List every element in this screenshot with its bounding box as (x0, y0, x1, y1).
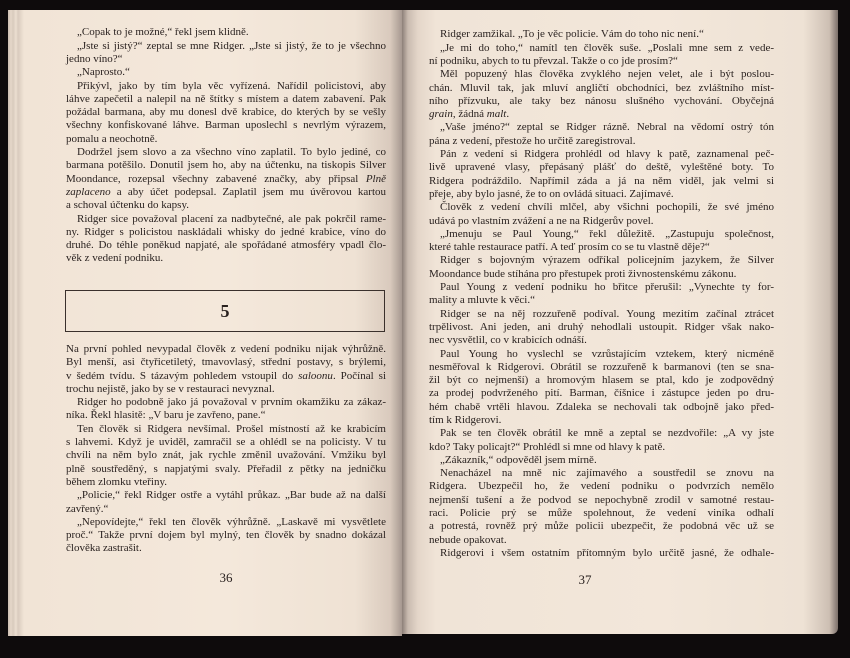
text-line: „Je mi do toho,“ namítl ten člověk suše. „Poslali mne sem z vede- (440, 41, 774, 54)
text-line: Člověk z vedení chvíli mlčel, aby všichni pochopili, že své jméno (440, 201, 774, 214)
text-line: láhve zapečetil a nalepil na ně štítky s místem a datem zabavení. Pak (66, 92, 386, 105)
text-line: barmana potěšilo. Donutil jsem ho, aby na účtenku, na tiskopis Silver (66, 159, 386, 172)
paragraph (66, 80, 386, 146)
text-line: „Jmenuju se Paul Young,“ řekl důležitě. „Zastupuju společnost, (440, 227, 774, 240)
text-segment: v šedém tvídu. S tázavým pohledem vstoupil do (66, 369, 299, 382)
text-line: „Policie,“ řekl Ridger ostře a vytáhl průkaz. „Bar bude až na další (77, 489, 386, 502)
text-line: které tahle restaurace patří. A teď prosím co se tu vlastně děje?“ (429, 241, 710, 254)
text-line: druhé. Do téhle poněkud napjaté, ale spořádané atmosféry vpadl člo- (66, 239, 386, 252)
right-book-page (402, 10, 838, 634)
paragraph (429, 454, 774, 467)
paragraph (429, 148, 774, 201)
text-line: plně soustředěný, s napjatými svaly. Přeřadil z pětky na jedničku (66, 462, 386, 475)
text-line: Ridgera podráždilo. Napřímil záda a já na něm viděl, jak velmi si (429, 174, 774, 187)
text-line: proč.“ Takže první dojem byl mylný, ten člověk by snadno dokázal (66, 529, 386, 542)
text-line: věk z vedení podniku. (66, 252, 164, 265)
text-line: pomalu a neochotně. (66, 132, 158, 145)
text-line (66, 186, 386, 199)
text-line: „Vaše jméno?“ zeptal se Ridger rázně. Nebral na vědomí ostrý tón (440, 121, 774, 134)
text-line (66, 173, 386, 186)
paragraph (66, 396, 386, 423)
text-line: Dodržel jsem slovo a za všechno víno zaplatil. To bylo jediné, co (77, 146, 386, 159)
paragraph (429, 308, 774, 348)
text-line: Ten člověk si Ridgera nevšímal. Prošel místností až ke krabicím (77, 422, 386, 435)
text-line: Ridger zamžikal. „To je věc policie. Vám do toho nic není.“ (440, 28, 704, 41)
text-line: „Naprosto.“ (77, 66, 130, 79)
text-before-chapter (66, 26, 386, 265)
italic-text: grain (429, 108, 453, 121)
text-line: jedno víno?“ (66, 52, 123, 65)
italic-text: saloonu (298, 369, 333, 382)
paragraph (66, 40, 386, 67)
text-line: Ridger se na něj rozzuřeně podíval. Young mezitím začínal ztrácet (440, 307, 774, 320)
paragraph (429, 281, 774, 308)
text-line: přeje, aby bylo jasné, že to on ovládá situaci. Zajímavé. (429, 187, 674, 200)
paragraph (429, 68, 774, 121)
left-book-page (8, 10, 402, 636)
text-line: Pán z vedení si Ridgera prohlédl od hlavy k patě, zaznamenal peč- (440, 148, 774, 161)
text-line: tím k Ridgerovi. (429, 414, 502, 426)
paragraph (429, 121, 774, 148)
paragraph (66, 343, 386, 396)
text-segment: a aby účet podepsal. Zaplatil jsem mu úvěrovou kartou (110, 185, 386, 198)
text-line: Byl menší, asi čtyřicetiletý, tmavovlasý, střední postavy, s brýlemi, (66, 356, 386, 369)
paragraph (429, 201, 774, 228)
chapter-number: 5 (220, 300, 230, 321)
text-line: ní podniku, abych to tu převzal. Takže o co jde prosím?“ (429, 54, 678, 67)
paragraph (429, 348, 774, 428)
text-line: Ridger sice považoval placení za nadbytečné, ale pak pokrčil rame- (77, 212, 386, 225)
page-number-left: 36 (219, 570, 233, 585)
text-line: „Zákazník,“ odpověděl jsem mírně. (440, 453, 597, 466)
text-line: níka. Řekl hlasitě: „V baru je zavřeno, pane.“ (66, 409, 266, 422)
text-line: zavřený.“ (66, 502, 109, 515)
paragraph (66, 213, 386, 266)
paragraph (66, 66, 386, 79)
text-line: nejmenší tušení a že podvod se nepochybně zrodil v samotné restau- (429, 493, 774, 506)
text-line: během zlomku vteřiny. (66, 475, 168, 488)
text-line: raci. Policie prý se může spolehnout, že vedení viníka odhalí (429, 507, 774, 520)
text-line: Na první pohled nevypadal člověk z vedení podniku nijak výhrůžně. (66, 343, 386, 355)
text-line: kdo? Taky policajt?“ Prohlédl si mne od hlavy k patě. (429, 440, 666, 453)
text-line: Paul Young z vedení podniku ho břitce přerušil: „Vynechte ty for- (440, 281, 774, 294)
paragraph (429, 28, 774, 41)
text-line: „Jste si jistý?“ zeptal se mne Ridger. „Jste si jistý, že to je všechno (77, 39, 386, 52)
text-line: a potrestá, rovněž prý může policii ubezpečit, že podobná věc už se (429, 520, 774, 533)
text-line: mality a mluvte k věci.“ (429, 294, 535, 307)
text-line: chvíli na něm bylo znát, jak rychle změnil uvažování. Vmžiku byl (66, 449, 386, 462)
text-line: Měl popuzený hlas člověka zvyklého nejen velet, ale i být poslou- (440, 68, 774, 81)
text-segment: , žádná (452, 108, 487, 121)
paragraph (66, 423, 386, 489)
text-line: nec vysvětlil, co v krabicích odnáší. (429, 334, 587, 347)
italic-text: malt (486, 108, 507, 121)
text-line: nesměřoval k Ridgerovi. Obrátil se rozzuřeně k barmanovi (ten se sna- (429, 360, 774, 373)
text-segment: . (506, 108, 510, 121)
text-after-chapter (66, 343, 386, 556)
text-line: člověka zastrašit. (66, 542, 142, 555)
text-line: livě upravené vlasy, přepásaný plášť do deště, vyleštěné boty. To (429, 161, 774, 174)
text-segment: Moondance, rozepsal všechny zabavené značky, aby připsal (66, 172, 366, 185)
italic-text: Plně (365, 172, 386, 185)
text-line: pána z vedení, přestože ho určitě zaregistroval. (429, 134, 636, 147)
chapter-heading-box (65, 290, 385, 332)
text-line: požádal barmana, aby mu donesl dvě krabice, do kterých by se vešly (66, 106, 386, 119)
right-page-text (429, 28, 774, 560)
paragraph (66, 26, 386, 39)
paragraph (66, 489, 386, 516)
italic-text: zaplaceno (66, 185, 111, 198)
text-line: chán. Mluvil tak, jak mluví angličtí obchodníci, bez zvláštního míst- (429, 81, 774, 94)
text-line: Nenacházel na mně nic zajímavého a soustředil se znovu na (440, 467, 774, 480)
text-line (429, 108, 774, 121)
page-number-right: 37 (578, 572, 592, 587)
text-line: Paul Young ho vyslechl se vzrůstajícím vztekem, který nicméně (440, 347, 774, 360)
text-line: Ridgerovi i všem ostatním přítomným bylo určitě jasné, že odhale- (440, 546, 774, 559)
paragraph (429, 547, 774, 560)
text-line: trochu nejistě, jako by se v restauraci nevyznal. (66, 382, 275, 395)
text-line: Ridger s bojovným výrazem odříkal policejním jazykem, že Silver (440, 254, 774, 267)
text-line: Pak se ten člověk obrátil ke mně a zeptal se nezdvořile: „A vy jste (440, 427, 774, 440)
text-line: všechny konfiskované láhve. Barman uposlechl s nevrlým výrazem, (66, 119, 386, 132)
text-line: s lahvemi. Když je uviděl, zamračil se a ohlédl se na policisty. V tu (66, 436, 386, 449)
text-line (66, 370, 386, 383)
text-line: „Nepovídejte,“ řekl ten člověk výhrůžně. „Laskavě mi vysvětlete (77, 515, 386, 528)
text-line: Přikývl, jako by tím byla věc vyřízená. Nařídil policistovi, aby (77, 79, 386, 92)
paragraph (429, 427, 774, 454)
paragraph (429, 254, 774, 281)
text-line: „Copak to je možné,“ řekl jsem klidně. (77, 26, 249, 39)
text-line: udává po vlastním zvážení a ne na Ridgerův povel. (429, 214, 654, 227)
text-line: ny. Ridger s policistou naskládali whisky do jedné krabice, víno do (66, 225, 386, 238)
paragraph (429, 228, 774, 255)
paragraph (429, 467, 774, 547)
text-line: žil být co nejmenší) a hromovým hlasem se ptal, kdo je zodpovědný (429, 374, 774, 387)
text-line: za prodej podvrženého pití. Barman, číšnice i zástupce jeden po dru- (429, 387, 774, 400)
paragraph (429, 42, 774, 69)
text-line: nebude opakovat. (429, 533, 507, 546)
paragraph (66, 146, 386, 212)
paragraph (66, 516, 386, 556)
text-segment: . Počínal si (332, 369, 386, 382)
text-line: a schoval účtenku do kapsy. (66, 199, 190, 212)
text-line: ního přízvuku, ale taky bez nánosu slušného vychování. Obyčejná (429, 94, 774, 107)
text-line: Ridgera. Ubezpečil ho, že vedení podniku o podvrzích nemělo (429, 480, 774, 493)
text-line: Ridger ho podobně jako já považoval v prvním okamžiku za zákaz- (77, 396, 386, 409)
text-line: trpělivost. Ani jeden, ani druhý nehodlali ustoupit. Ridger však nako- (429, 320, 774, 333)
text-line: hém chabě vrtěli hlavou. Zdaleka se nechovali tak odbojně jako před- (429, 400, 774, 413)
text-line: Moondance bude stíhána pro přestupek proti živnostenskému zákonu. (429, 267, 737, 280)
